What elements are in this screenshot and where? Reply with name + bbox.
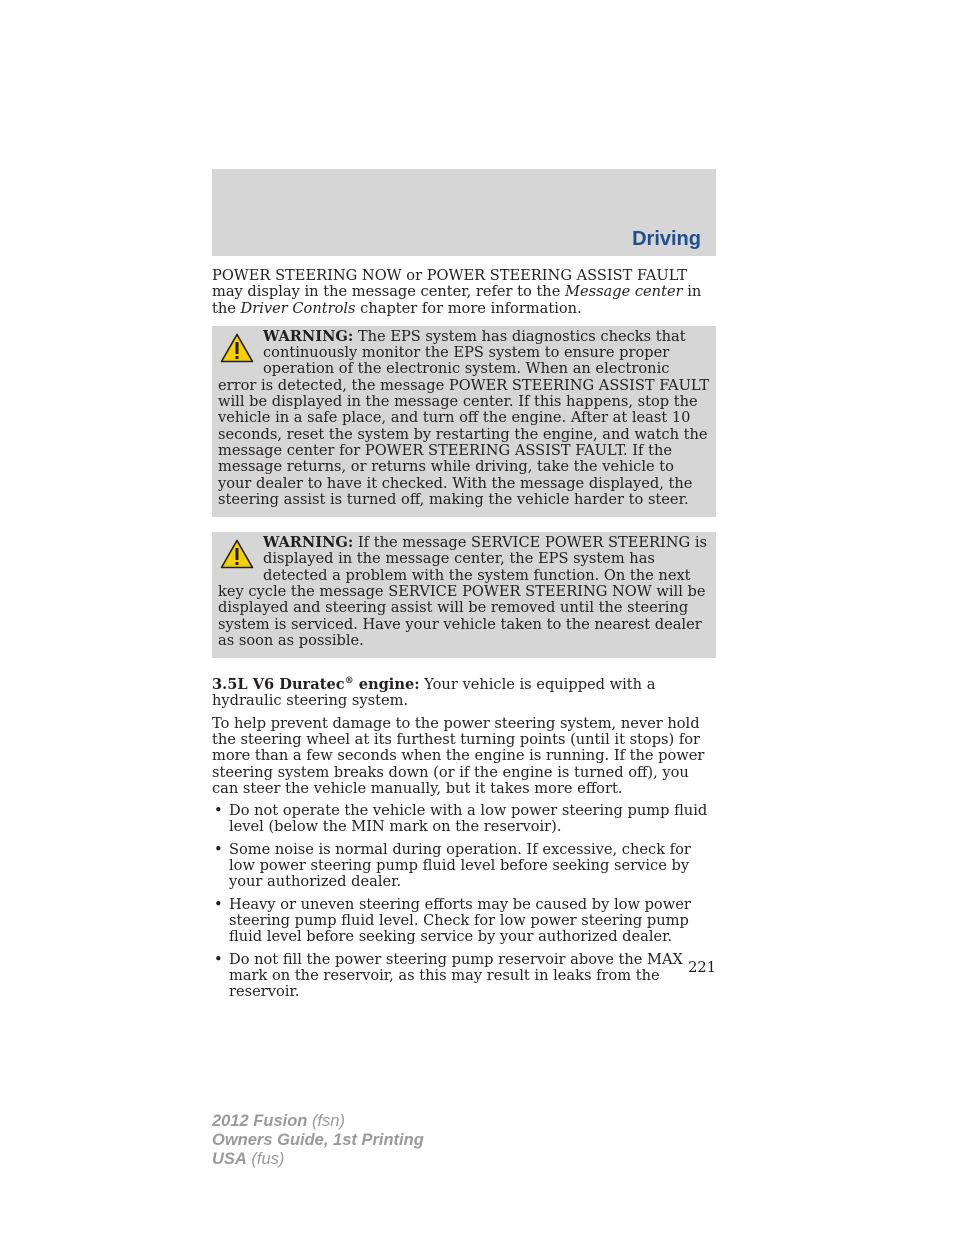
section-header [212, 169, 716, 256]
intro-text: chapter for more information. [355, 299, 582, 317]
intro-text: in the [212, 283, 702, 317]
warning-text: If the message SERVICE POWER STEERING is displayed in the message center, the EPS system has detected a problem with the system function. On the next key cycle the message SERVICE POWER STEERING NOW will be displayed and steering assist will be removed until the steering system is serviced. Have your vehicle taken to the nearest dealer as soon as possible. [218, 534, 707, 649]
bullet-icon: • [214, 840, 223, 858]
section-title: Driving [632, 228, 701, 250]
list-item-text: Heavy or uneven steering efforts may be caused by low power steering pump fluid level. Check for low power steering pump fluid level before seeking service by your authorized dealer. [229, 895, 691, 946]
footer-market: USA [212, 1150, 247, 1168]
footer-model: 2012 Fusion [212, 1112, 308, 1130]
intro-text: POWER STEERING NOW or POWER STEERING ASSIST FAULT may display in the message center, refer to the [212, 267, 687, 301]
list-item [212, 842, 716, 891]
page-number: 221 [688, 959, 716, 976]
list-item [212, 803, 716, 836]
list-item-text: Some noise is normal during operation. If excessive, check for low power steering pump fluid level before seeking service by your authorized dealer. [229, 840, 691, 891]
bullet-icon: • [214, 895, 223, 913]
registered-mark: ® [344, 676, 354, 687]
engine-paragraph [212, 673, 716, 709]
engine-text: Your vehicle is equipped with a hydraulic steering system. [212, 676, 656, 710]
list-item-text: Do not operate the vehicle with a low power steering pump fluid level (below the MIN mark on the reservoir). [229, 802, 708, 836]
page-content [212, 268, 716, 1006]
document-footer [212, 1112, 424, 1169]
list-item-text: Do not fill the power steering pump reservoir above the MAX mark on the reservoir, as this may result in leaks from the reservoir. [229, 950, 683, 1001]
engine-label-suffix: engine: [353, 676, 420, 694]
warning-label: WARNING: [263, 327, 354, 345]
warning-text: The EPS system has diagnostics checks that continuously monitor the EPS system to ensure proper operation of the electronic system. When an electronic error is detected, the message POWER STEERING ASSIST FAULT will be displayed in the message center. If this happens, stop the vehicle in a safe place, and turn off the engine. After at least 10 seconds, reset the system by restarting the engine, and watch the message center for POWER STEERING ASSIST FAULT. If the message returns, or returns while driving, take the vehicle to your dealer to have it checked. With the message displayed, the steering assist is turned off, making the vehicle harder to steer. [218, 327, 710, 508]
footer-model-code: (fsn) [307, 1112, 345, 1130]
list-item [212, 897, 716, 946]
message-center-ref: Message center [565, 283, 683, 301]
advice-paragraph: To help prevent damage to the power steering system, never hold the steering wheel at its furthest turning points (until it stops) for more than a few seconds when the engine is running. If the power steering system breaks down (or if the engine is turned off), you can steer the vehicle manually, but it takes more effort. [212, 714, 705, 797]
footer-market-code: (fus) [246, 1150, 285, 1168]
warning-triangle-icon [220, 333, 254, 363]
warning-triangle-icon [220, 539, 254, 569]
engine-name: 3.5L V6 Duratec [212, 676, 345, 694]
warning-label: WARNING: [263, 534, 354, 552]
driver-controls-ref: Driver Controls [240, 299, 356, 317]
warning-box-service-power-steering [212, 532, 716, 658]
footer-line-market [212, 1150, 424, 1169]
warning-box-eps-diagnostics [212, 326, 716, 517]
intro-paragraph [212, 268, 716, 317]
bullet-icon: • [214, 802, 223, 820]
bullet-icon: • [214, 950, 223, 968]
footer-line-model [212, 1112, 424, 1131]
footer-line-guide: Owners Guide, 1st Printing [212, 1131, 424, 1149]
engine-label [212, 676, 420, 693]
